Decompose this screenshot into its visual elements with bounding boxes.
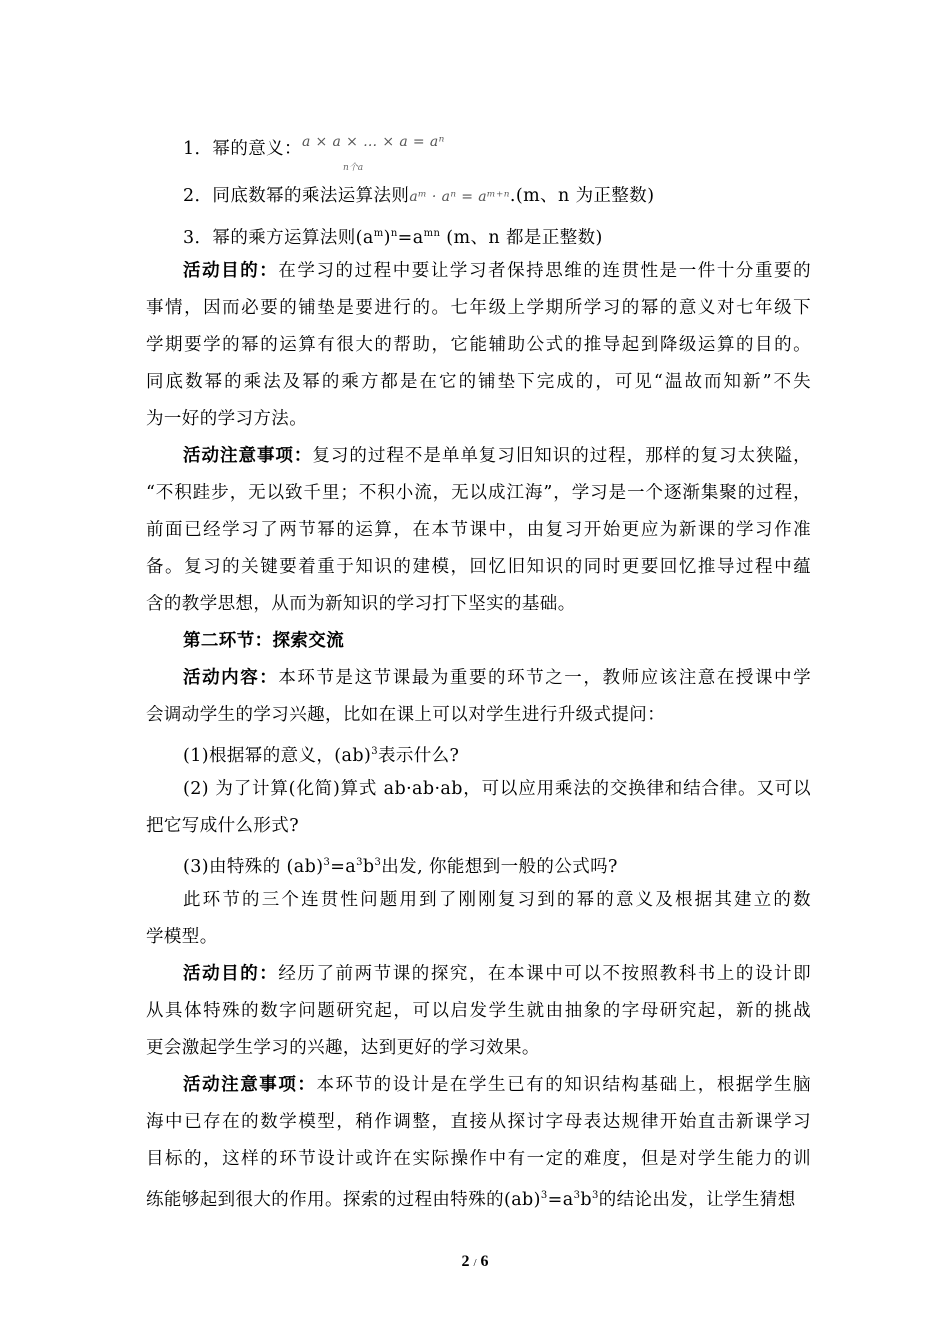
page-number [0, 1253, 950, 1271]
superscript: 3 [591, 1190, 599, 1201]
paragraph-text: =a [547, 1190, 574, 1210]
product-rule-formula: aᵐ · aⁿ = aᵐ⁺ⁿ [409, 189, 510, 205]
summary-line: 学模型。 [146, 927, 218, 947]
question-text: =a [330, 857, 357, 877]
superscript: 3 [540, 1190, 548, 1201]
review-item-1 [183, 134, 811, 161]
purpose-1-line: 事情，因而必要的铺垫是要进行的。七年级上学期所学习的幂的意义对七年级下 [146, 298, 811, 318]
superscript: 3 [573, 1190, 581, 1201]
purpose-1-line: 为一好的学习方法。 [146, 409, 308, 429]
superscript: n [390, 228, 398, 239]
paragraph-text: 本环节是这节课最为重要的环节之一，教师应该注意在授课中学 [278, 668, 811, 688]
review-item-3-text: (m、n 都是正整数) [440, 228, 603, 248]
question-text: b [362, 857, 375, 877]
superscript: 3 [323, 857, 331, 868]
purpose-2-line: 从具体特殊的数字问题研究起，可以启发学生就由抽象的字母研究起，新的挑战 [146, 1001, 811, 1021]
question-3 [183, 852, 811, 878]
notes-2-line [146, 1185, 811, 1211]
page-separator: / [473, 1257, 477, 1269]
review-item-2-label: 2．同底数幂的乘法运算法则 [183, 186, 410, 206]
paragraph-text: 本环节的设计是在学生已有的知识结构基础上，根据学生脑 [316, 1075, 811, 1095]
review-item-2-note: .(m、n 为正整数) [509, 186, 655, 206]
content-2-line: 会调动学生的学习兴趣，比如在课上可以对学生进行升级式提问： [146, 705, 666, 725]
notes-1-line: “不积跬步，无以致千里；不积小流，无以成江海”，学习是一个逐渐集聚的过程， [146, 483, 811, 503]
notes-2-line: 海中已存在的数学模型，稍作调整，直接从探讨字母表达规律开始直击新课学习 [146, 1112, 811, 1132]
paragraph-text: 经历了前两节课的探究，在本课中可以不按照教科书上的设计即 [278, 964, 811, 984]
review-item-3-text: 3．幂的乘方运算法则(a [183, 228, 374, 248]
purpose-1-line: 学期要学的幂的运算有很大的帮助，它能辅助公式的推导起到降级运算的目的。 [146, 335, 811, 355]
notes-1-label: 活动注意事项： [183, 446, 313, 466]
review-item-2 [183, 185, 811, 208]
notes-1-line: 含的教学思想，从而为新知识的学习打下坚实的基础。 [146, 594, 576, 614]
paragraph-text: b [580, 1190, 592, 1210]
notes-2-line: 目标的，这样的环节设计或许在实际操作中有一定的难度，但是对学生能力的训 [146, 1149, 811, 1169]
paragraph-text: 的结论出发，让学生猜想 [598, 1190, 796, 1210]
purpose-1-label: 活动目的： [183, 261, 279, 281]
superscript: 3 [374, 857, 382, 868]
purpose-2-label: 活动目的： [183, 964, 279, 984]
notes-1-line: 备。复习的关键要着重于知识的建模，回忆旧知识的同时更要回忆推导过程中蕴 [146, 557, 811, 577]
question-2-line: (2) 为了计算(化简)算式 ab·ab·ab，可以应用乘法的交换律和结合律。又可以 [183, 779, 811, 799]
purpose-1-line [183, 260, 811, 282]
superscript: mn [423, 228, 441, 239]
notes-2-label: 活动注意事项： [183, 1075, 317, 1095]
review-item-1-label: 1．幂的意义： [183, 139, 302, 159]
content-2-line [183, 667, 811, 689]
superscript: 3 [356, 857, 363, 868]
notes-2-line [183, 1074, 811, 1096]
purpose-2-line: 更会激起学生学习的兴趣，达到更好的学习效果。 [146, 1038, 540, 1058]
section-heading: 第二环节：探索交流 [183, 631, 345, 651]
purpose-1-line: 同底数幂的乘法及幂的乘方都是在它的铺垫下完成的，可见“温故而知新”不失 [146, 372, 811, 392]
current-page: 2 [461, 1253, 470, 1270]
paragraph-text: 练能够起到很大的作用。探索的过程由特殊的(ab) [146, 1190, 541, 1210]
power-definition-underbrace-label: n个a [343, 163, 364, 173]
question-text: 表示什么? [377, 746, 460, 766]
review-item-3-text: =a [397, 228, 424, 248]
review-item-3-text: ) [383, 228, 391, 248]
purpose-2-line [183, 963, 811, 985]
question-text: (3)由特殊的 (ab) [183, 857, 324, 877]
superscript: m [373, 228, 384, 239]
summary-line: 此环节的三个连贯性问题用到了刚刚复习到的幂的意义及根据其建立的数 [183, 890, 811, 910]
total-pages: 6 [480, 1253, 489, 1270]
notes-1-line: 前面已经学习了两节幂的运算，在本节课中，由复习开始更应为新课的学习作准 [146, 520, 811, 540]
content-2-label: 活动内容： [183, 668, 279, 688]
question-text: 出发, 你能想到一般的公式吗? [381, 857, 618, 877]
question-1 [183, 741, 811, 767]
notes-1-line [183, 445, 811, 467]
paragraph-text: 在学习的过程中要让学习者保持思维的连贯性是一件十分重要的 [278, 261, 811, 281]
paragraph-text: 复习的过程不是单单复习旧知识的过程，那样的复习太狭隘， [312, 446, 811, 466]
power-definition-formula: a × a × … × a = aⁿ [301, 134, 445, 150]
question-2-line: 把它写成什么形式? [146, 816, 299, 836]
review-item-3 [183, 223, 811, 249]
question-text: (1)根据幂的意义，(ab) [183, 746, 372, 766]
superscript: 3 [371, 746, 378, 757]
